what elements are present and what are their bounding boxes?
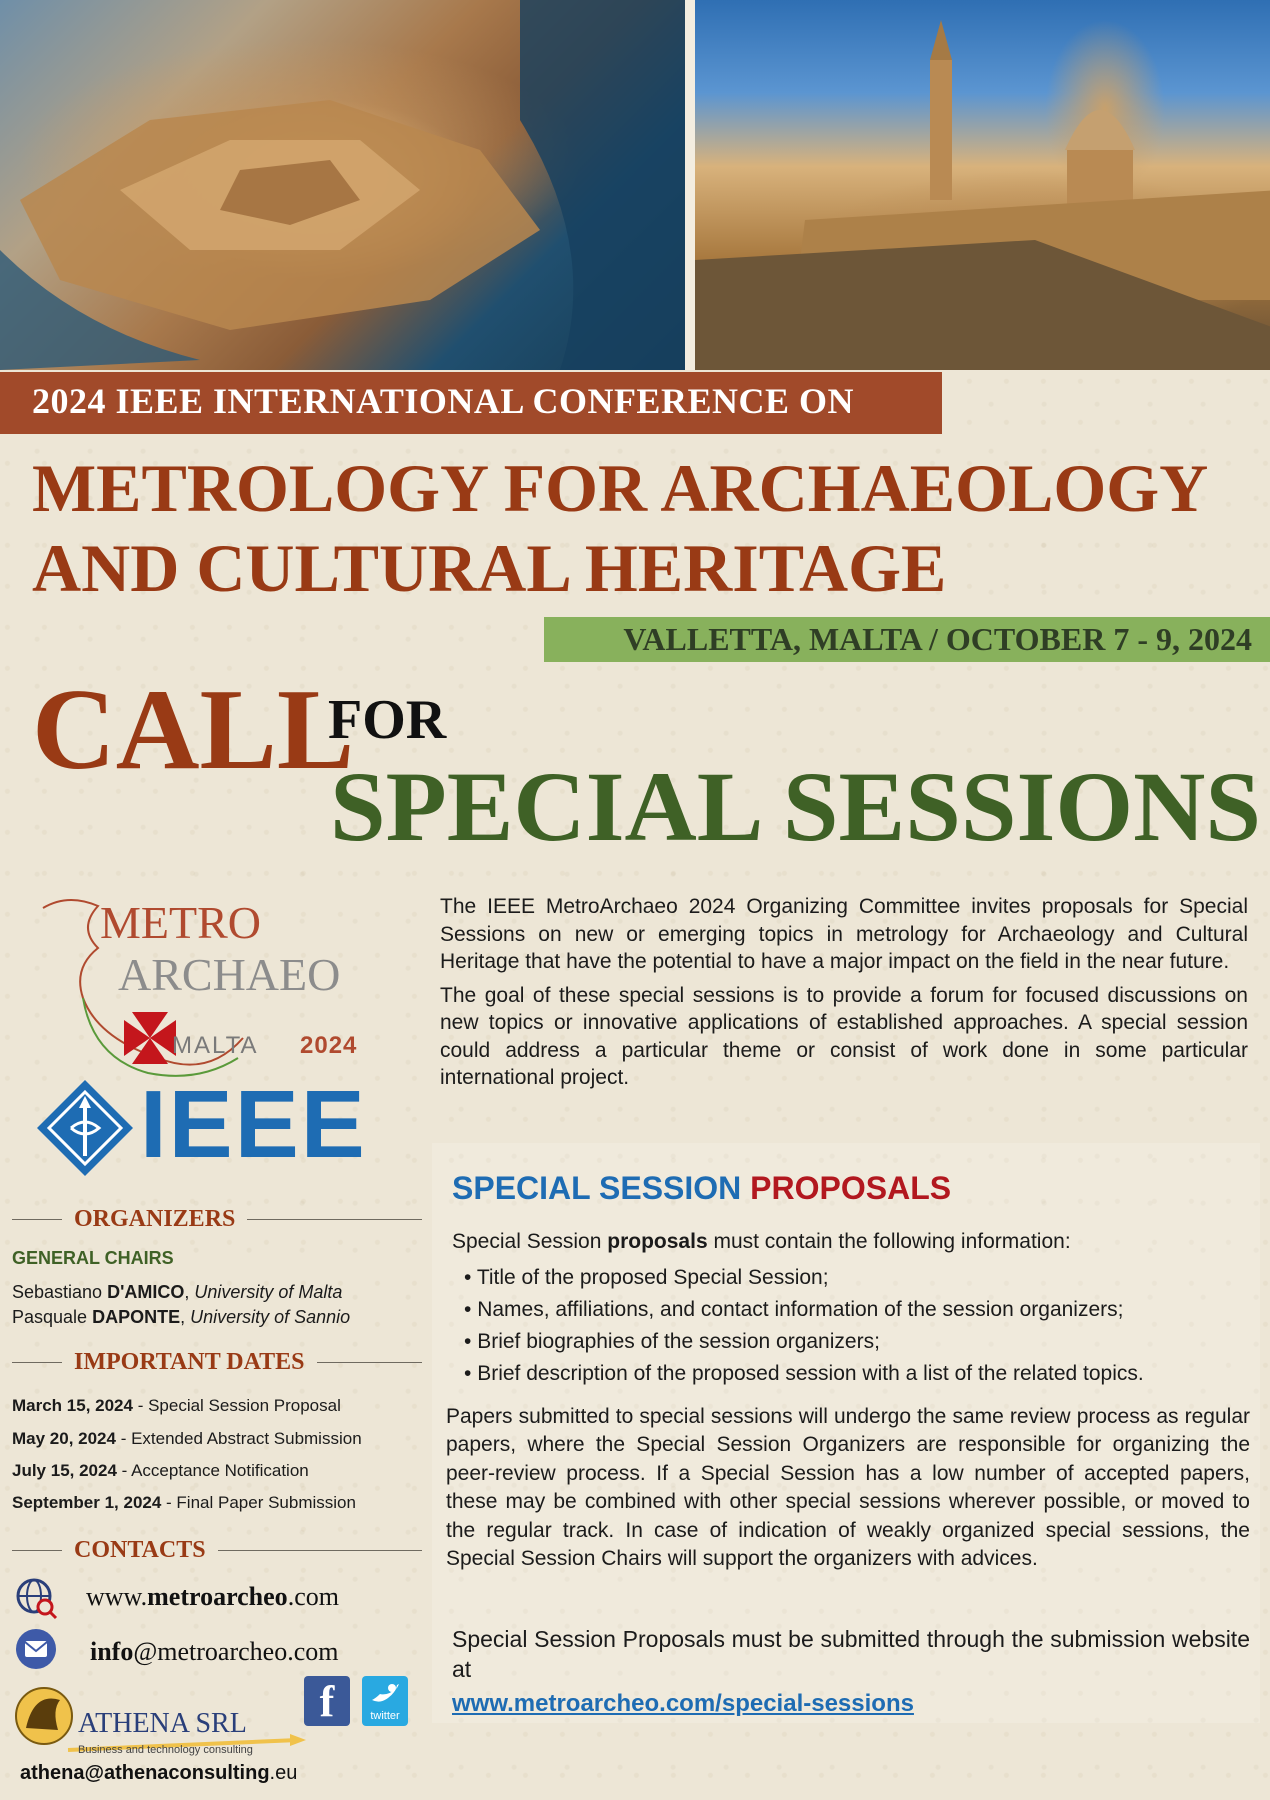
date-event: Final Paper Submission — [176, 1493, 356, 1512]
lead-bold: proposals — [607, 1230, 708, 1253]
ieee-diamond-icon — [35, 1078, 135, 1178]
metroarchaeo-logo-year: 2024 — [300, 1032, 358, 1059]
website-link[interactable] — [86, 1582, 339, 1612]
list-item: • Brief biographies of the session organizers; — [464, 1326, 1144, 1358]
athena-email-user: athena@athenaconsulting — [20, 1762, 270, 1784]
organizers-heading-label: ORGANIZERS — [74, 1206, 236, 1232]
ieee-logo-text: IEEE — [140, 1071, 367, 1178]
list-item: • Names, affiliations, and contact information of the session organizers; — [464, 1294, 1144, 1326]
lead-after: must contain the following information: — [713, 1230, 1071, 1253]
metroarchaeo-logo-malta: MALTA — [172, 1032, 259, 1059]
globe-search-icon — [14, 1576, 58, 1620]
metroarchaeo-logo-metro: METRO — [100, 897, 261, 948]
athena-email-link[interactable] — [20, 1762, 297, 1785]
date-value: May 20, 2024 — [12, 1429, 116, 1448]
chair-affiliation: University of Malta — [194, 1282, 343, 1302]
location-dates: VALLETTA, MALTA / OCTOBER 7 - 9, 2024 — [544, 617, 1270, 662]
fort-illustration — [0, 0, 700, 370]
special-session-proposals-title — [452, 1170, 951, 1207]
chair-last-name: D'AMICO — [107, 1282, 185, 1302]
website-suffix: .com — [287, 1582, 339, 1611]
list-item: • Brief description of the proposed session with a list of the related topics. — [464, 1358, 1144, 1390]
twitter-bird-icon — [370, 1682, 400, 1706]
chair-last-name: DAPONTE — [92, 1307, 181, 1327]
proposals-title-session: SESSION — [599, 1170, 742, 1206]
chair-item: Sebastiano D'AMICO, University of Malta — [12, 1282, 343, 1302]
valletta-skyline-photo — [685, 0, 1270, 370]
list-item: • Title of the proposed Special Session; — [464, 1262, 1144, 1294]
website-domain: metroarcheo — [147, 1582, 288, 1611]
date-event: Acceptance Notification — [131, 1461, 309, 1480]
date-value: July 15, 2024 — [12, 1461, 117, 1480]
chair-affiliation: University of Sannio — [190, 1307, 351, 1327]
conference-banner: 2024 IEEE INTERNATIONAL CONFERENCE ON — [0, 372, 942, 434]
twitter-label: twitter — [370, 1710, 400, 1722]
date-value: September 1, 2024 — [12, 1493, 162, 1512]
intro-text — [440, 893, 1248, 1092]
email-user: info — [90, 1637, 134, 1666]
athena-email-suffix: .eu — [269, 1762, 298, 1784]
conference-title-line2: AND CULTURAL HERITAGE — [32, 530, 947, 606]
email-icon — [14, 1627, 58, 1671]
date-item: March 15, 2024 - Special Session Proposal — [12, 1396, 341, 1415]
review-process-text: Papers submitted to special sessions will undergo the same review process as regular papers, where the Special Session Organizers are responsible for organizing the peer-review process. If a Special Session has a low number of accepted papers, these may be combined with other special sessions wherever possible, or moved to the regular track. In case of indication of weakly organized special sessions, the Special Session Chairs will support the organizers with advices. — [446, 1405, 1250, 1571]
email-domain: @metroarcheo — [133, 1637, 288, 1666]
metroarchaeo-logo-archaeo: ARCHAEO — [118, 949, 341, 1000]
date-item: September 1, 2024 - Final Paper Submission — [12, 1493, 356, 1512]
proposal-requirements-list — [464, 1262, 1144, 1390]
special-sessions-heading: SPECIAL SESSIONS — [330, 751, 1262, 862]
website-prefix: www. — [86, 1582, 148, 1611]
email-link[interactable] — [90, 1637, 338, 1667]
chair-item: Pasquale DAPONTE, University of Sannio — [12, 1307, 351, 1327]
facebook-glyph: f — [319, 1677, 335, 1726]
facebook-icon[interactable] — [304, 1676, 350, 1726]
date-value: March 15, 2024 — [12, 1396, 133, 1415]
proposals-title-special: SPECIAL — [452, 1170, 591, 1206]
athena-tagline: Business and technology consulting — [78, 1744, 253, 1756]
conference-title — [32, 448, 1252, 608]
date-item: July 15, 2024 - Acceptance Notification — [12, 1461, 309, 1480]
valletta-aerial-photo — [0, 0, 700, 370]
date-item: May 20, 2024 - Extended Abstract Submission — [12, 1429, 362, 1448]
contacts-heading — [12, 1537, 422, 1564]
general-chairs-title: GENERAL CHAIRS — [12, 1248, 174, 1268]
call-heading: CALL — [32, 666, 355, 794]
athena-name: ATHENA SRL — [78, 1708, 247, 1739]
important-dates-heading — [12, 1349, 422, 1376]
special-sessions-link[interactable]: www.metroarcheo.com/special-sessions — [452, 1690, 914, 1717]
email-suffix: .com — [287, 1637, 339, 1666]
conference-title-line1: METROLOGY FOR ARCHAEOLOGY — [32, 450, 1209, 526]
organizers-heading — [12, 1206, 422, 1233]
proposals-title-proposals: PROPOSALS — [750, 1170, 952, 1206]
chair-first-name: Pasquale — [12, 1307, 88, 1327]
submission-instructions: Special Session Proposals must be submitted through the submission website at — [452, 1626, 1250, 1682]
for-heading: FOR — [328, 689, 447, 751]
contacts-heading-label: CONTACTS — [74, 1537, 206, 1563]
chair-first-name: Sebastiano — [12, 1282, 103, 1302]
intro-paragraph-2: The goal of these special sessions is to provide a forum for focused discussions on new topics or innovative applications of established approaches. A special session could address a particular theme or consist of work done in some particular international project. — [440, 983, 1248, 1089]
skyline-illustration — [695, 0, 1270, 370]
date-event: Special Session Proposal — [148, 1396, 341, 1415]
important-dates-heading-label: IMPORTANT DATES — [74, 1349, 305, 1375]
intro-paragraph-1: The IEEE MetroArchaeo 2024 Organizing Committee invites proposals for Special Sessions on new or emerging topics in metrology for Archaeology and Cultural Heritage that have the potential to have a major impact on the field in the near future. — [440, 895, 1248, 973]
lead-before: Special Session — [452, 1230, 602, 1253]
twitter-icon[interactable] — [362, 1676, 408, 1726]
logo-block — [0, 860, 430, 1205]
date-event: Extended Abstract Submission — [131, 1429, 362, 1448]
proposals-lead — [452, 1230, 1071, 1254]
